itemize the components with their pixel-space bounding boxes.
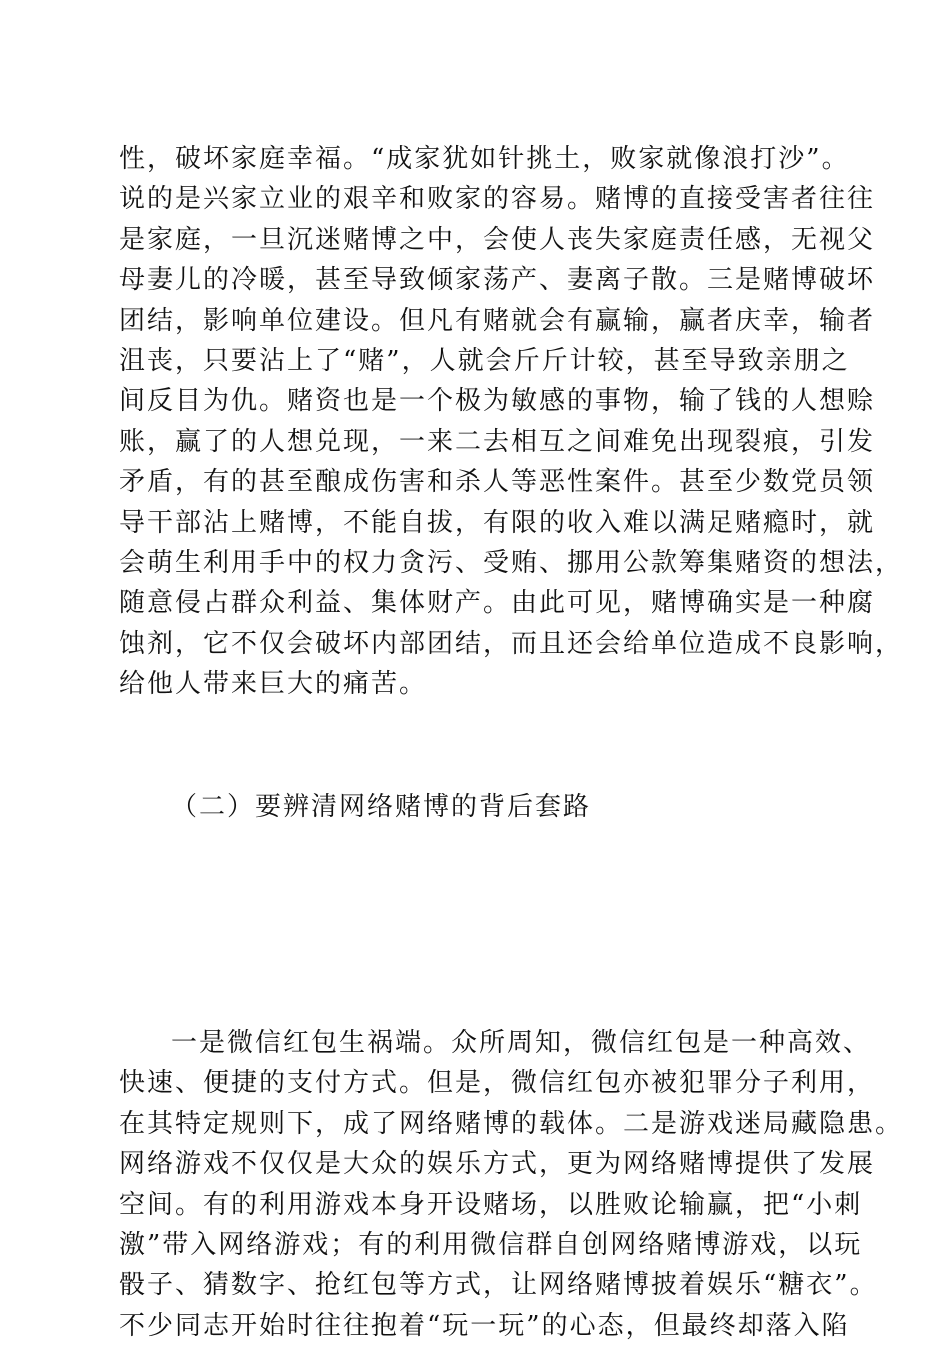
text-line: 骰子、猜数字、抢红包等方式，让网络赌博披着娱乐“糖衣”。 (119, 1270, 878, 1301)
text-line: 空间。有的利用游戏本身开设赌场，以胜败论输赢，把“小刺 (119, 1189, 863, 1220)
text-line: 网络游戏不仅仅是大众的娱乐方式，更为网络赌博提供了发展 (119, 1149, 876, 1180)
text-line: 矛盾，有的甚至酿成伤害和杀人等恶性案件。甚至少数党员领 (119, 467, 876, 498)
text-line: 账，赢了的人想兑现，一来二去相互之间难免出现裂痕，引发 (119, 426, 876, 457)
text-line: 是家庭，一旦沉迷赌博之中，会使人丧失家庭责任感，无视父 (119, 224, 876, 255)
text-line: 一是微信红包生祸端。众所周知，微信红包是一种高效、 (171, 1028, 872, 1058)
text-line: 不少同志开始时往往抱着“玩一玩”的心态，但最终却落入陷 (119, 1310, 850, 1341)
text-line: 随意侵占群众利益、集体财产。由此可见，赌博确实是一种腐 (119, 588, 876, 619)
text-line: 沮丧，只要沾上了“赌”，人就会斤斤计较，甚至导致亲朋之 (119, 345, 850, 376)
text-line: 性，破坏家庭幸福。“成家犹如针挑土，败家就像浪打沙”。 (119, 144, 850, 174)
section-heading: （二）要辨清网络赌博的背后套路 (171, 792, 592, 822)
text-line: 间反目为仇。赌资也是一个极为敏感的事物，输了钱的人想赊 (119, 386, 876, 417)
text-line: 激”带入网络游戏；有的利用微信群自创网络赌博游戏，以玩 (119, 1229, 863, 1260)
text-line: 会萌生利用手中的权力贪污、受贿、挪用公款筹集赌资的想法， (119, 547, 904, 578)
paragraph-gambling-harm (119, 139, 904, 704)
text-line: 说的是兴家立业的艰辛和败家的容易。赌博的直接受害者往往 (119, 184, 876, 215)
text-line: 团结，影响单位建设。但凡有赌就会有赢输，赢者庆幸，输者 (119, 305, 876, 336)
text-line: 给他人带来巨大的痛苦。 (119, 669, 428, 700)
text-line: 母妻儿的冷暖，甚至导致倾家荡产、妻离子散。三是赌博破坏 (119, 265, 876, 296)
text-line: 快速、便捷的支付方式。但是，微信红包亦被犯罪分子利用， (119, 1068, 876, 1099)
text-line: 在其特定规则下，成了网络赌博的载体。二是游戏迷局藏隐患。 (119, 1108, 904, 1139)
section-heading-block (119, 787, 839, 827)
paragraph-online-gambling-tricks (119, 1023, 904, 1346)
text-line: 导干部沾上赌博，不能自拔，有限的收入难以满足赌瘾时，就 (119, 507, 876, 538)
text-line: 蚀剂，它不仅会破坏内部团结，而且还会给单位造成不良影响， (119, 628, 904, 659)
